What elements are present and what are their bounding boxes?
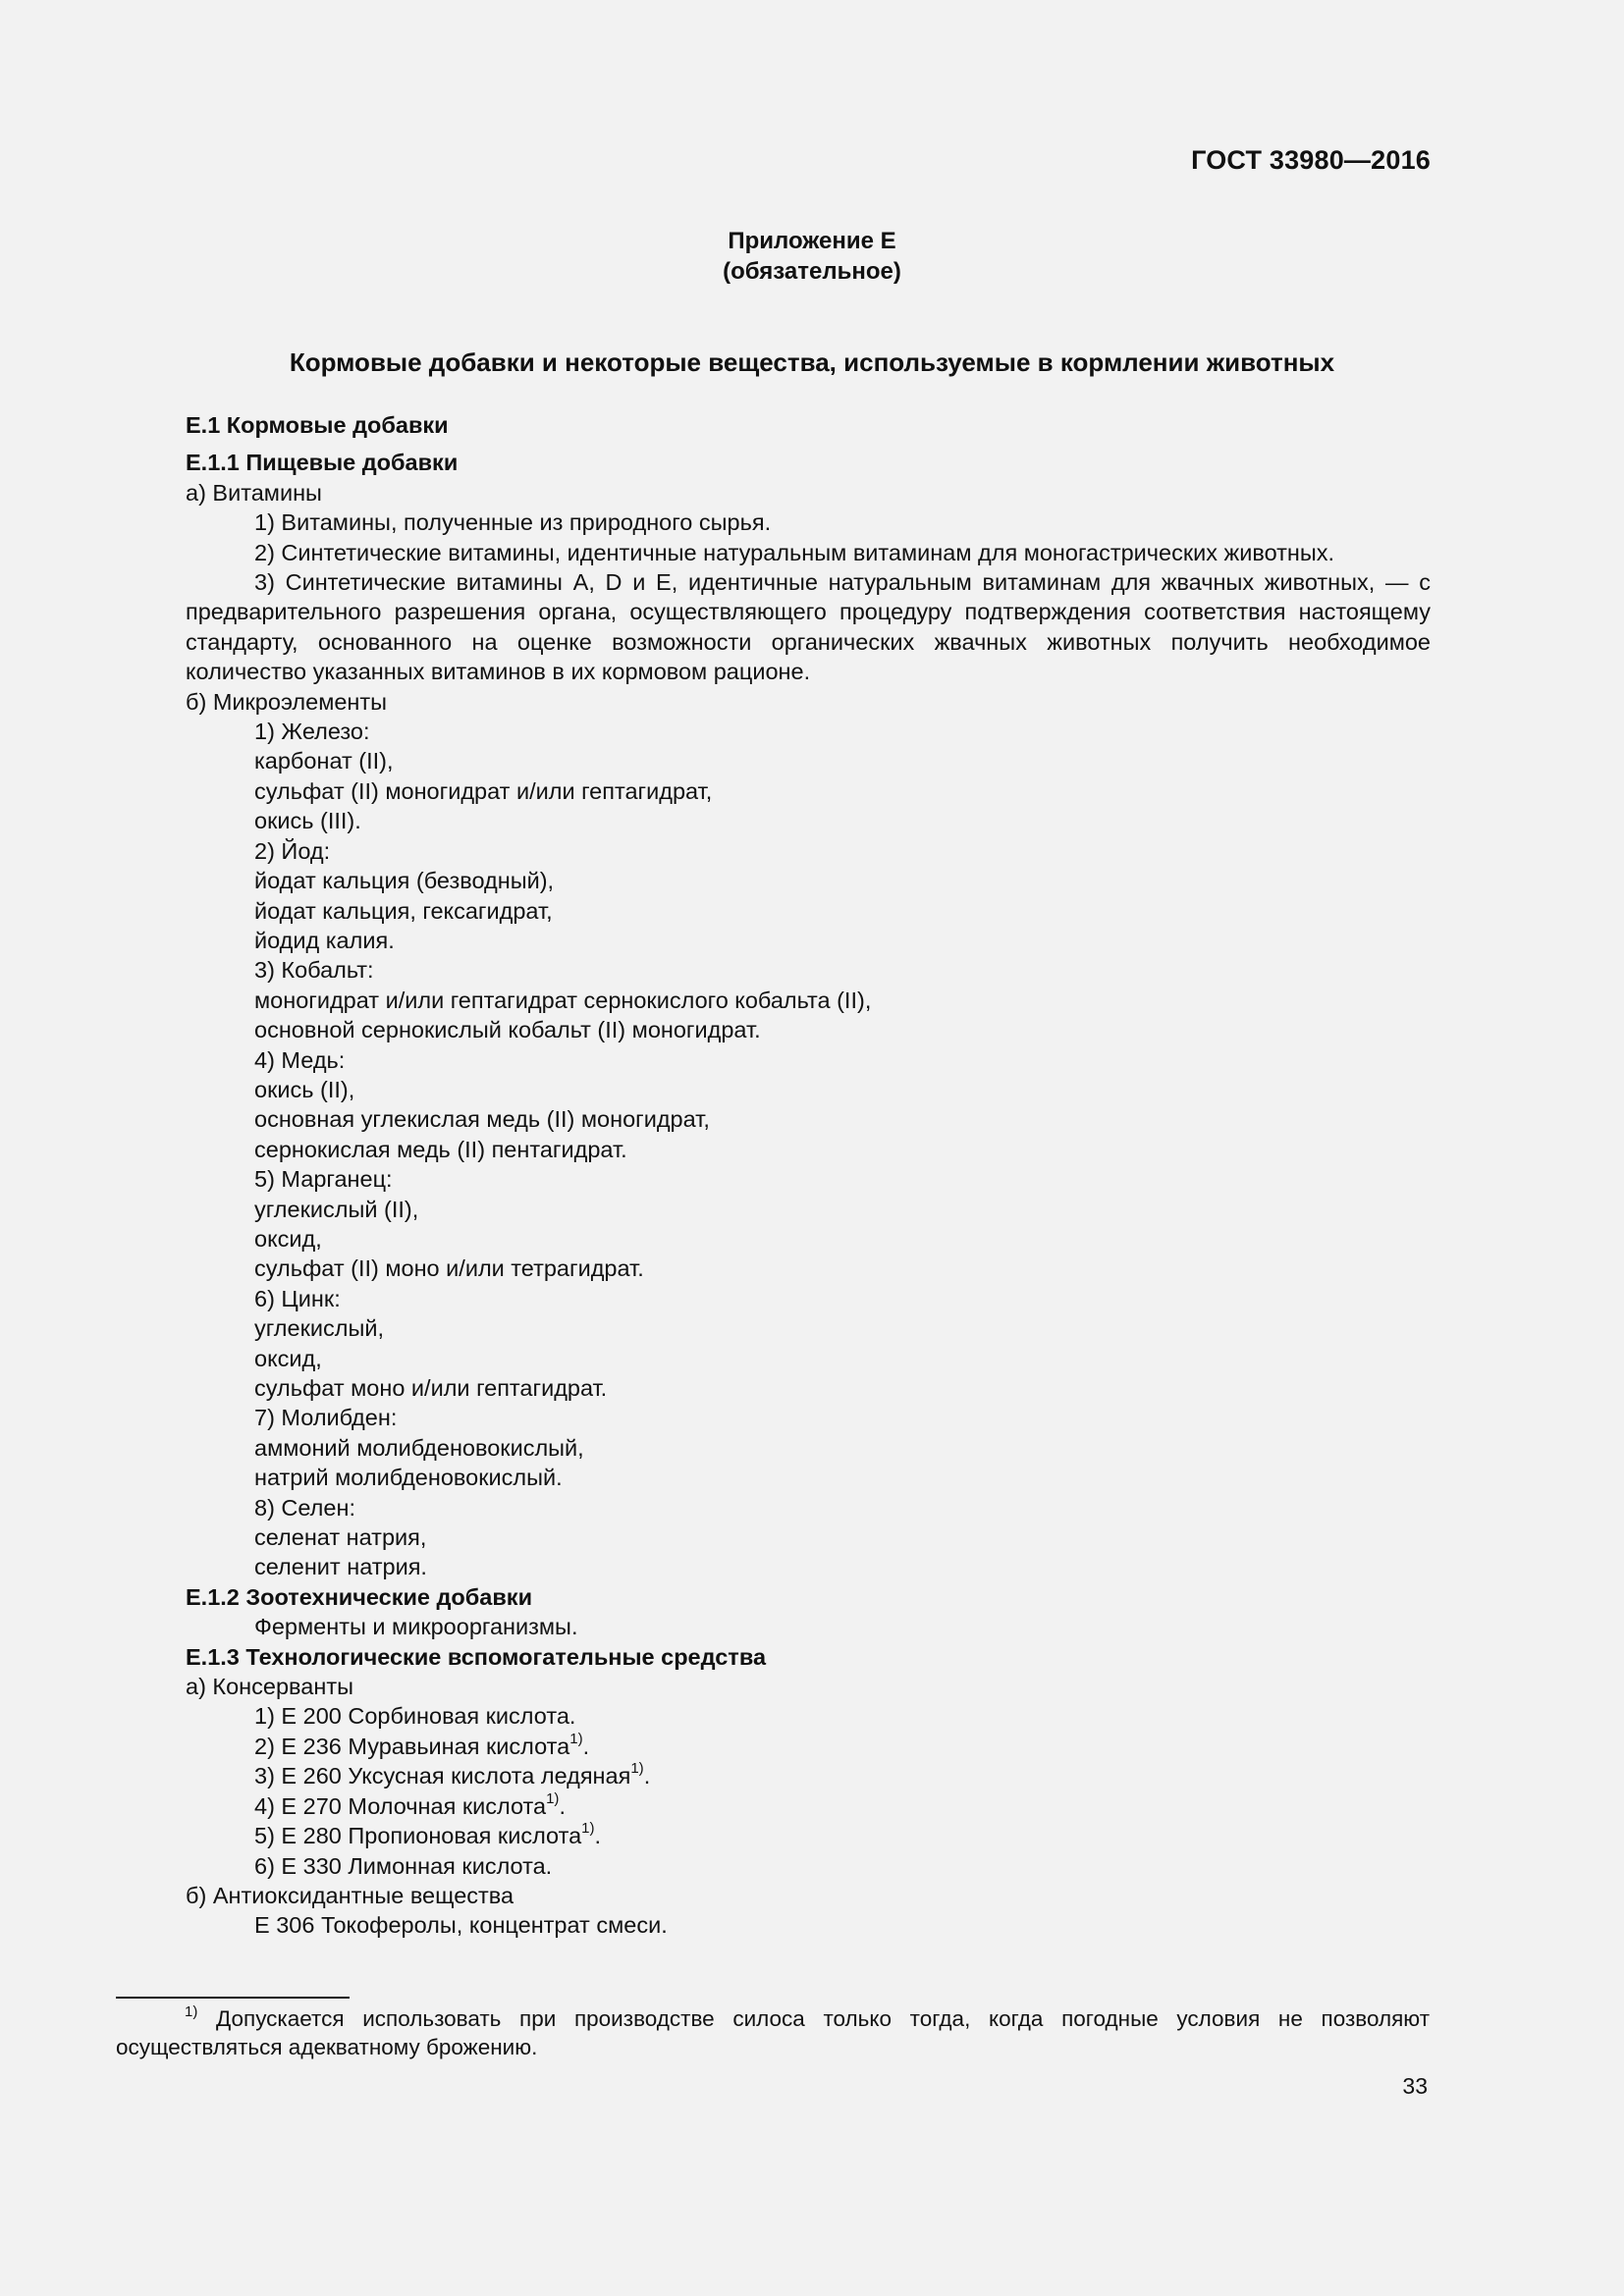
microelements-line: сернокислая медь (II) пентагидрат. bbox=[254, 1136, 627, 1162]
section-e12-text: Ферменты и микроорганизмы. bbox=[254, 1614, 578, 1640]
vitamins-item-paragraph: 3) Синтетические витамины А, D и Е, идентичные натуральным витаминам для жвачных животных, — с предварительного разрешения органа, осуществляющего процедуру подтверждения соответствия настоящему стандарту, основанного на оценке возможности органических жвачных животных получить необходимое количество указанных витаминов в их кормовом рационе. bbox=[186, 569, 1431, 685]
microelements-line: 4) Медь: bbox=[254, 1046, 346, 1073]
microelements-line: натрий молибденовокислый. bbox=[254, 1465, 563, 1491]
antioxidants-item: Е 306 Токоферолы, концентрат смеси. bbox=[254, 1912, 668, 1939]
footnote-marker: 1) bbox=[185, 2002, 198, 2020]
footnote-reference: 1) bbox=[581, 1820, 595, 1838]
page-number: 33 bbox=[1402, 2073, 1428, 2099]
section-e1-heading: Е.1 Кормовые добавки bbox=[186, 412, 449, 438]
microelements-line: аммоний молибденовокислый, bbox=[254, 1434, 584, 1461]
preservative-item bbox=[186, 1791, 1431, 1821]
microelements-line: 5) Марганец: bbox=[254, 1166, 393, 1193]
item-period: . bbox=[582, 1733, 590, 1759]
footnote-reference: 1) bbox=[630, 1760, 644, 1778]
preservative-item-text: 5) Е 280 Пропионовая кислота bbox=[254, 1823, 582, 1849]
microelements-line: йодид калия. bbox=[254, 927, 395, 953]
preservative-item-text: 6) Е 330 Лимонная кислота. bbox=[254, 1852, 553, 1879]
footnote bbox=[116, 2004, 1430, 2061]
section-e13-heading: Е.1.3 Технологические вспомогательные средства bbox=[186, 1643, 767, 1670]
microelements-line: сульфат (II) моногидрат и/или гептагидрат, bbox=[254, 777, 713, 804]
preservative-item bbox=[186, 1761, 1431, 1790]
preservative-item bbox=[186, 1701, 1431, 1731]
item-period: . bbox=[594, 1823, 602, 1849]
microelements-line: йодат кальция, гексагидрат, bbox=[254, 897, 553, 924]
microelements-line: 1) Железо: bbox=[254, 719, 370, 745]
microelements-line: селенит натрия. bbox=[254, 1554, 427, 1580]
preservatives-list bbox=[186, 1701, 1431, 1880]
preservative-item bbox=[186, 1851, 1431, 1881]
microelements-line: 7) Молибден: bbox=[254, 1405, 398, 1431]
microelements-line: оксид, bbox=[254, 1345, 322, 1371]
section-e11-heading: Е.1.1 Пищевые добавки bbox=[186, 450, 459, 476]
microelements-line: 2) Йод: bbox=[254, 837, 331, 864]
preservative-item bbox=[186, 1732, 1431, 1761]
microelements-line: 3) Кобальт: bbox=[254, 957, 374, 984]
microelements-line: 6) Цинк: bbox=[254, 1285, 341, 1311]
preservative-item-text: 4) Е 270 Молочная кислота bbox=[254, 1792, 547, 1819]
footnote-divider bbox=[116, 1997, 350, 1999]
microelements-line: селенат натрия, bbox=[254, 1524, 427, 1551]
footnote-text: Допускается использовать при производстве силоса только тогда, когда погодные условия не позволяют осуществляться адекватному брожению. bbox=[116, 2006, 1430, 2059]
preservatives-label: а) Консерванты bbox=[186, 1674, 353, 1700]
microelements-line: основной сернокислый кобальт (II) моногидрат. bbox=[254, 1017, 761, 1043]
section-e12-heading: Е.1.2 Зоотехнические добавки bbox=[186, 1583, 533, 1610]
microelements-line: оксид, bbox=[254, 1225, 322, 1252]
vitamins-item: 1) Витамины, полученные из природного сырья. bbox=[254, 509, 772, 536]
document-body bbox=[186, 410, 1431, 1941]
microelements-line: сульфат моно и/или гептагидрат. bbox=[254, 1375, 608, 1401]
item-period: . bbox=[559, 1792, 566, 1819]
microelements-line: сульфат (II) моно и/или тетрагидрат. bbox=[254, 1255, 644, 1282]
vitamins-item: 2) Синтетические витамины, идентичные натуральным витаминам для моногастрических животных. bbox=[254, 539, 1335, 565]
microelements-label: б) Микроэлементы bbox=[186, 688, 388, 715]
antioxidants-label: б) Антиоксидантные вещества bbox=[186, 1882, 514, 1908]
microelements-line: окись (III). bbox=[254, 808, 361, 834]
preservative-item-text: 3) Е 260 Уксусная кислота ледяная bbox=[254, 1763, 631, 1789]
microelements-line: моногидрат и/или гептагидрат сернокислого кобальта (II), bbox=[254, 987, 872, 1013]
appendix-status: (обязательное) bbox=[723, 258, 901, 285]
document-title: Кормовые добавки и некоторые вещества, используемые в кормлении животных bbox=[289, 347, 1335, 377]
microelements-line: карбонат (II), bbox=[254, 748, 394, 774]
microelements-line: йодат кальция (безводный), bbox=[254, 868, 555, 894]
appendix-heading bbox=[0, 226, 1624, 287]
vitamins-label: а) Витамины bbox=[186, 479, 322, 506]
footnote-reference: 1) bbox=[569, 1731, 583, 1748]
preservative-item-text: 1) Е 200 Сорбиновая кислота. bbox=[254, 1703, 576, 1730]
microelements-line: окись (II), bbox=[254, 1076, 355, 1102]
microelements-line: 8) Селен: bbox=[254, 1494, 355, 1521]
item-period: . bbox=[643, 1763, 651, 1789]
microelements-line: углекислый (II), bbox=[254, 1196, 419, 1222]
microelements-list bbox=[186, 717, 1431, 1582]
appendix-title: Приложение Е bbox=[728, 228, 896, 254]
footnote-reference: 1) bbox=[546, 1789, 560, 1807]
microelements-line: углекислый, bbox=[254, 1315, 385, 1342]
microelements-line: основная углекислая медь (II) моногидрат, bbox=[254, 1106, 710, 1133]
preservative-item-text: 2) Е 236 Муравьиная кислота bbox=[254, 1733, 570, 1759]
preservative-item bbox=[186, 1821, 1431, 1850]
standard-number: ГОСТ 33980—2016 bbox=[1191, 145, 1431, 175]
